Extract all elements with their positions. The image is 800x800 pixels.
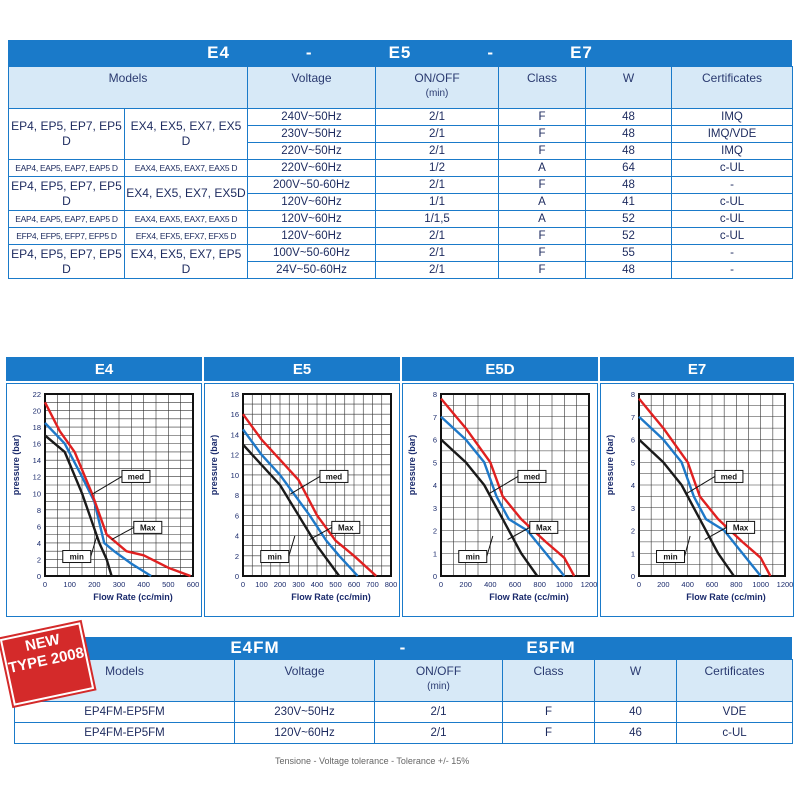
certificate-cell: IMQ — [672, 109, 793, 126]
callout-label: min — [663, 552, 678, 562]
y-tick-label: 18 — [32, 423, 41, 433]
watt-cell: 41 — [586, 194, 672, 211]
table-row — [15, 702, 793, 723]
onoff-cell: 2/1 — [375, 702, 503, 723]
x-tick-label: 500 — [329, 580, 342, 589]
y-tick-label: 22 — [32, 390, 41, 399]
model-series-x: EFX4, EFX5, EFX7, EFX5 D — [125, 228, 248, 245]
onoff-cell: 1/2 — [376, 160, 499, 177]
spec-table — [8, 66, 793, 279]
y-tick-label: 18 — [230, 390, 239, 399]
y-axis-label: pressure (bar) — [11, 434, 21, 496]
model-series-p: EP4, EP5, EP7, EP5 D — [9, 177, 125, 211]
y-tick-label: 2 — [234, 551, 239, 561]
spec-table-fm — [14, 659, 793, 744]
watt-cell: 52 — [586, 211, 672, 228]
model-cell: EP4FM-EP5FM — [15, 702, 235, 723]
voltage-cell: 120V~60Hz — [248, 228, 376, 245]
voltage-cell: 230V~50Hz — [235, 702, 375, 723]
x-axis-label: Flow Rate (cc/min) — [93, 592, 173, 602]
model-series-p: EP4, EP5, EP7, EP5 D — [9, 109, 125, 160]
callout-label: med — [720, 472, 738, 482]
x-tick-label: 800 — [730, 580, 743, 589]
model-series-x: EX4, EX5, EX7, EX5 D — [125, 109, 248, 160]
series-line-min — [243, 445, 339, 576]
x-tick-label: 500 — [162, 580, 175, 589]
new-type-stamp: NEW TYPE 2008 — [0, 622, 94, 706]
y-tick-label: 8 — [630, 390, 635, 399]
y-tick-label: 6 — [234, 511, 239, 521]
pressure-flow-chart-e4 — [7, 384, 201, 616]
chart-panel-e5 — [204, 383, 400, 617]
x-tick-label: 200 — [459, 580, 472, 589]
model-series-p: EFP4, EFP5, EFP7, EFP5 D — [9, 228, 125, 245]
watt-cell: 46 — [595, 723, 677, 744]
x-tick-label: 300 — [292, 580, 305, 589]
y-tick-label: 2 — [630, 526, 635, 536]
chart-panel-e5d — [402, 383, 598, 617]
certificate-cell: - — [672, 262, 793, 279]
class-cell: F — [499, 126, 586, 143]
x-tick-label: 200 — [657, 580, 670, 589]
series-line-med — [243, 429, 358, 576]
class-cell: A — [499, 194, 586, 211]
class-cell: F — [503, 702, 595, 723]
y-tick-label: 14 — [32, 456, 41, 466]
header-class: Class — [499, 67, 586, 109]
table-row — [9, 177, 793, 194]
chart-panel-e7 — [600, 383, 794, 617]
y-tick-label: 3 — [630, 503, 635, 513]
header-w: W — [586, 67, 672, 109]
x-axis-label: Flow Rate (cc/min) — [686, 592, 766, 602]
chart-panel-e4 — [6, 383, 202, 617]
y-tick-label: 8 — [432, 390, 437, 399]
top-banner — [8, 40, 792, 66]
model-cell: EP4FM-EP5FM — [15, 723, 235, 744]
header-models: Models — [15, 660, 235, 702]
callout-label: min — [267, 552, 282, 562]
onoff-cell: 2/1 — [376, 143, 499, 160]
callout-label: med — [523, 472, 541, 482]
y-tick-label: 14 — [230, 430, 239, 440]
x-tick-label: 800 — [384, 580, 398, 589]
class-cell: F — [503, 723, 595, 744]
y-tick-label: 1 — [432, 549, 437, 559]
x-tick-label: 700 — [366, 580, 379, 589]
series-line-max — [639, 399, 770, 576]
y-tick-label: 6 — [630, 435, 635, 445]
voltage-cell: 120V~60Hz — [248, 211, 376, 228]
callout-leader — [289, 536, 295, 557]
voltage-cell: 230V~50Hz — [248, 126, 376, 143]
header-certificates: Certificates — [672, 67, 793, 109]
voltage-cell: 120V~60Hz — [248, 194, 376, 211]
banner-separator: - — [305, 43, 313, 62]
callout-label: min — [465, 552, 480, 562]
class-cell: F — [499, 109, 586, 126]
banner-model-e4: E4 — [207, 43, 230, 62]
watt-cell: 48 — [586, 126, 672, 143]
header-onoff: ON/OFF (min) — [375, 660, 503, 702]
watt-cell: 48 — [586, 143, 672, 160]
bottom-banner — [14, 637, 792, 659]
y-tick-label: 2 — [36, 555, 41, 565]
chart-title-e5d: E5D — [402, 357, 598, 381]
x-tick-label: 0 — [438, 580, 444, 589]
class-cell: F — [499, 228, 586, 245]
x-tick-label: 400 — [137, 580, 150, 589]
series-line-max — [45, 402, 191, 576]
certificate-cell: c-UL — [672, 194, 793, 211]
table-row — [15, 723, 793, 744]
class-cell: F — [499, 245, 586, 262]
model-series-p: EAP4, EAP5, EAP7, EAP5 D — [9, 160, 125, 177]
y-tick-label: 4 — [234, 531, 239, 541]
voltage-cell: 200V~50-60Hz — [248, 177, 376, 194]
x-tick-label: 600 — [508, 580, 522, 589]
y-tick-label: 10 — [32, 489, 41, 499]
x-tick-label: 100 — [255, 580, 268, 589]
certificate-cell: - — [672, 177, 793, 194]
certificate-cell: - — [672, 245, 793, 262]
certificate-cell: c-UL — [672, 228, 793, 245]
voltage-cell: 220V~50Hz — [248, 143, 376, 160]
y-tick-label: 5 — [432, 458, 437, 468]
callout-label: med — [325, 472, 343, 482]
class-cell: F — [499, 177, 586, 194]
x-tick-label: 200 — [273, 580, 287, 589]
x-tick-label: 600 — [705, 580, 719, 589]
watt-cell: 48 — [586, 109, 672, 126]
chart-title-e4: E4 — [6, 357, 202, 381]
header-voltage: Voltage — [235, 660, 375, 702]
y-tick-label: 4 — [630, 481, 635, 490]
banner-model-e7: E7 — [570, 43, 593, 62]
voltage-cell: 24V~50-60Hz — [248, 262, 376, 279]
x-tick-label: 1200 — [776, 580, 793, 589]
y-tick-label: 10 — [230, 470, 239, 480]
y-tick-label: 12 — [32, 472, 41, 482]
model-series-x: EAX4, EAX5, EAX7, EAX5 D — [125, 160, 248, 177]
header-onoff: ON/OFF (min) — [376, 67, 499, 109]
callout-label: Max — [732, 523, 749, 533]
y-tick-label: 8 — [234, 491, 239, 501]
certificate-cell: c-UL — [672, 160, 793, 177]
certificate-cell: c-UL — [677, 723, 793, 744]
callout-label: Max — [338, 523, 354, 533]
voltage-cell: 240V~50Hz — [248, 109, 376, 126]
model-series-p: EAP4, EAP5, EAP7, EAP5 D — [9, 211, 125, 228]
x-tick-label: 400 — [310, 580, 324, 589]
header-w: W — [595, 660, 677, 702]
y-tick-label: 16 — [230, 410, 239, 420]
x-tick-label: 1000 — [555, 580, 573, 589]
voltage-cell: 120V~60Hz — [235, 723, 375, 744]
onoff-cell: 2/1 — [376, 245, 499, 262]
watt-cell: 55 — [586, 245, 672, 262]
watt-cell: 52 — [586, 228, 672, 245]
watt-cell: 48 — [586, 177, 672, 194]
pressure-flow-chart-e5d — [403, 384, 597, 616]
x-tick-label: 600 — [186, 580, 200, 589]
model-series-x: EX4, EX5, EX7, EX5D — [125, 177, 248, 211]
y-tick-label: 7 — [630, 412, 635, 422]
voltage-cell: 100V~50-60Hz — [248, 245, 376, 262]
certificate-cell: VDE — [677, 702, 793, 723]
x-tick-label: 0 — [636, 580, 642, 589]
watt-cell: 40 — [595, 702, 677, 723]
x-tick-label: 400 — [681, 580, 694, 589]
x-tick-label: 100 — [63, 580, 76, 589]
chart-title-e5: E5 — [204, 357, 400, 381]
class-cell: F — [499, 262, 586, 279]
onoff-cell: 2/1 — [376, 228, 499, 245]
x-tick-label: 200 — [88, 580, 101, 589]
x-tick-label: 600 — [347, 580, 361, 589]
class-cell: A — [499, 211, 586, 228]
y-axis-label: pressure (bar) — [407, 434, 417, 496]
y-tick-label: 6 — [432, 435, 437, 445]
spec-table-fm-body — [15, 702, 793, 744]
table-row — [9, 211, 793, 228]
callout-label: med — [127, 472, 145, 482]
pressure-flow-chart-e7 — [601, 384, 793, 616]
y-tick-label: 3 — [432, 503, 437, 513]
model-series-p: EP4, EP5, EP7, EP5 D — [9, 245, 125, 279]
footnote: Tensione - Voltage tolerance - Tolerance +/- 15% — [275, 756, 470, 766]
y-tick-label: 0 — [432, 572, 437, 581]
spec-table-body — [9, 109, 793, 279]
table-row — [9, 228, 793, 245]
voltage-cell: 220V~60Hz — [248, 160, 376, 177]
banner-model-e5: E5 — [388, 43, 412, 62]
callout-leader — [112, 527, 134, 539]
banner-model-e5fm: E5FM — [526, 638, 576, 657]
y-tick-label: 12 — [230, 450, 239, 460]
callout-leader — [91, 536, 97, 557]
y-tick-label: 0 — [36, 572, 41, 581]
table-row — [9, 109, 793, 126]
class-cell: F — [499, 143, 586, 160]
onoff-cell: 2/1 — [376, 262, 499, 279]
y-tick-label: 1 — [630, 549, 635, 559]
chart-title-e7: E7 — [600, 357, 794, 381]
x-tick-label: 1200 — [580, 580, 597, 589]
x-tick-label: 400 — [484, 580, 497, 589]
y-tick-label: 4 — [432, 481, 437, 490]
certificate-cell: c-UL — [672, 211, 793, 228]
y-tick-label: 4 — [36, 538, 41, 548]
banner-model-e4fm: E4FM — [230, 638, 280, 657]
y-tick-label: 2 — [432, 526, 437, 536]
header-voltage: Voltage — [248, 67, 376, 109]
x-axis-label: Flow Rate (cc/min) — [291, 592, 371, 602]
y-tick-label: 20 — [32, 406, 41, 416]
class-cell: A — [499, 160, 586, 177]
y-tick-label: 0 — [630, 572, 635, 581]
banner-separator: - — [487, 43, 495, 62]
x-tick-label: 1000 — [752, 580, 770, 589]
x-tick-label: 0 — [42, 580, 48, 589]
x-tick-label: 300 — [112, 580, 126, 589]
certificate-cell: IMQ/VDE — [672, 126, 793, 143]
y-axis-label: pressure (bar) — [605, 434, 615, 496]
certificate-cell: IMQ — [672, 143, 793, 160]
callout-label: min — [69, 552, 84, 562]
onoff-cell: 2/1 — [376, 126, 499, 143]
onoff-cell: 2/1 — [376, 109, 499, 126]
onoff-cell: 2/1 — [375, 723, 503, 744]
banner-separator: - — [399, 638, 407, 657]
header-certificates: Certificates — [677, 660, 793, 702]
header-models: Models — [9, 67, 248, 109]
onoff-cell: 1/1 — [376, 194, 499, 211]
watt-cell: 48 — [586, 262, 672, 279]
callout-leader — [310, 527, 332, 539]
y-tick-label: 8 — [36, 505, 41, 515]
series-line-max — [441, 399, 574, 576]
y-tick-label: 7 — [432, 412, 437, 422]
table-row — [9, 160, 793, 177]
x-axis-label: Flow Rate (cc/min) — [489, 592, 569, 602]
model-series-x: EAX4, EAX5, EAX7, EAX5 D — [125, 211, 248, 228]
y-tick-label: 5 — [630, 458, 635, 468]
onoff-cell: 1/1,5 — [376, 211, 499, 228]
y-tick-label: 6 — [36, 522, 41, 532]
callout-label: Max — [140, 523, 156, 533]
callout-label: Max — [536, 523, 552, 533]
model-series-x: EX4, EX5, EX7, EP5 D — [125, 245, 248, 279]
x-tick-label: 800 — [533, 580, 546, 589]
pressure-flow-chart-e5 — [205, 384, 399, 616]
header-class: Class — [503, 660, 595, 702]
table-row — [9, 245, 793, 262]
onoff-cell: 2/1 — [376, 177, 499, 194]
watt-cell: 64 — [586, 160, 672, 177]
y-axis-label: pressure (bar) — [209, 434, 219, 496]
y-tick-label: 16 — [32, 439, 41, 449]
x-tick-label: 0 — [240, 580, 246, 589]
y-tick-label: 0 — [234, 572, 239, 581]
